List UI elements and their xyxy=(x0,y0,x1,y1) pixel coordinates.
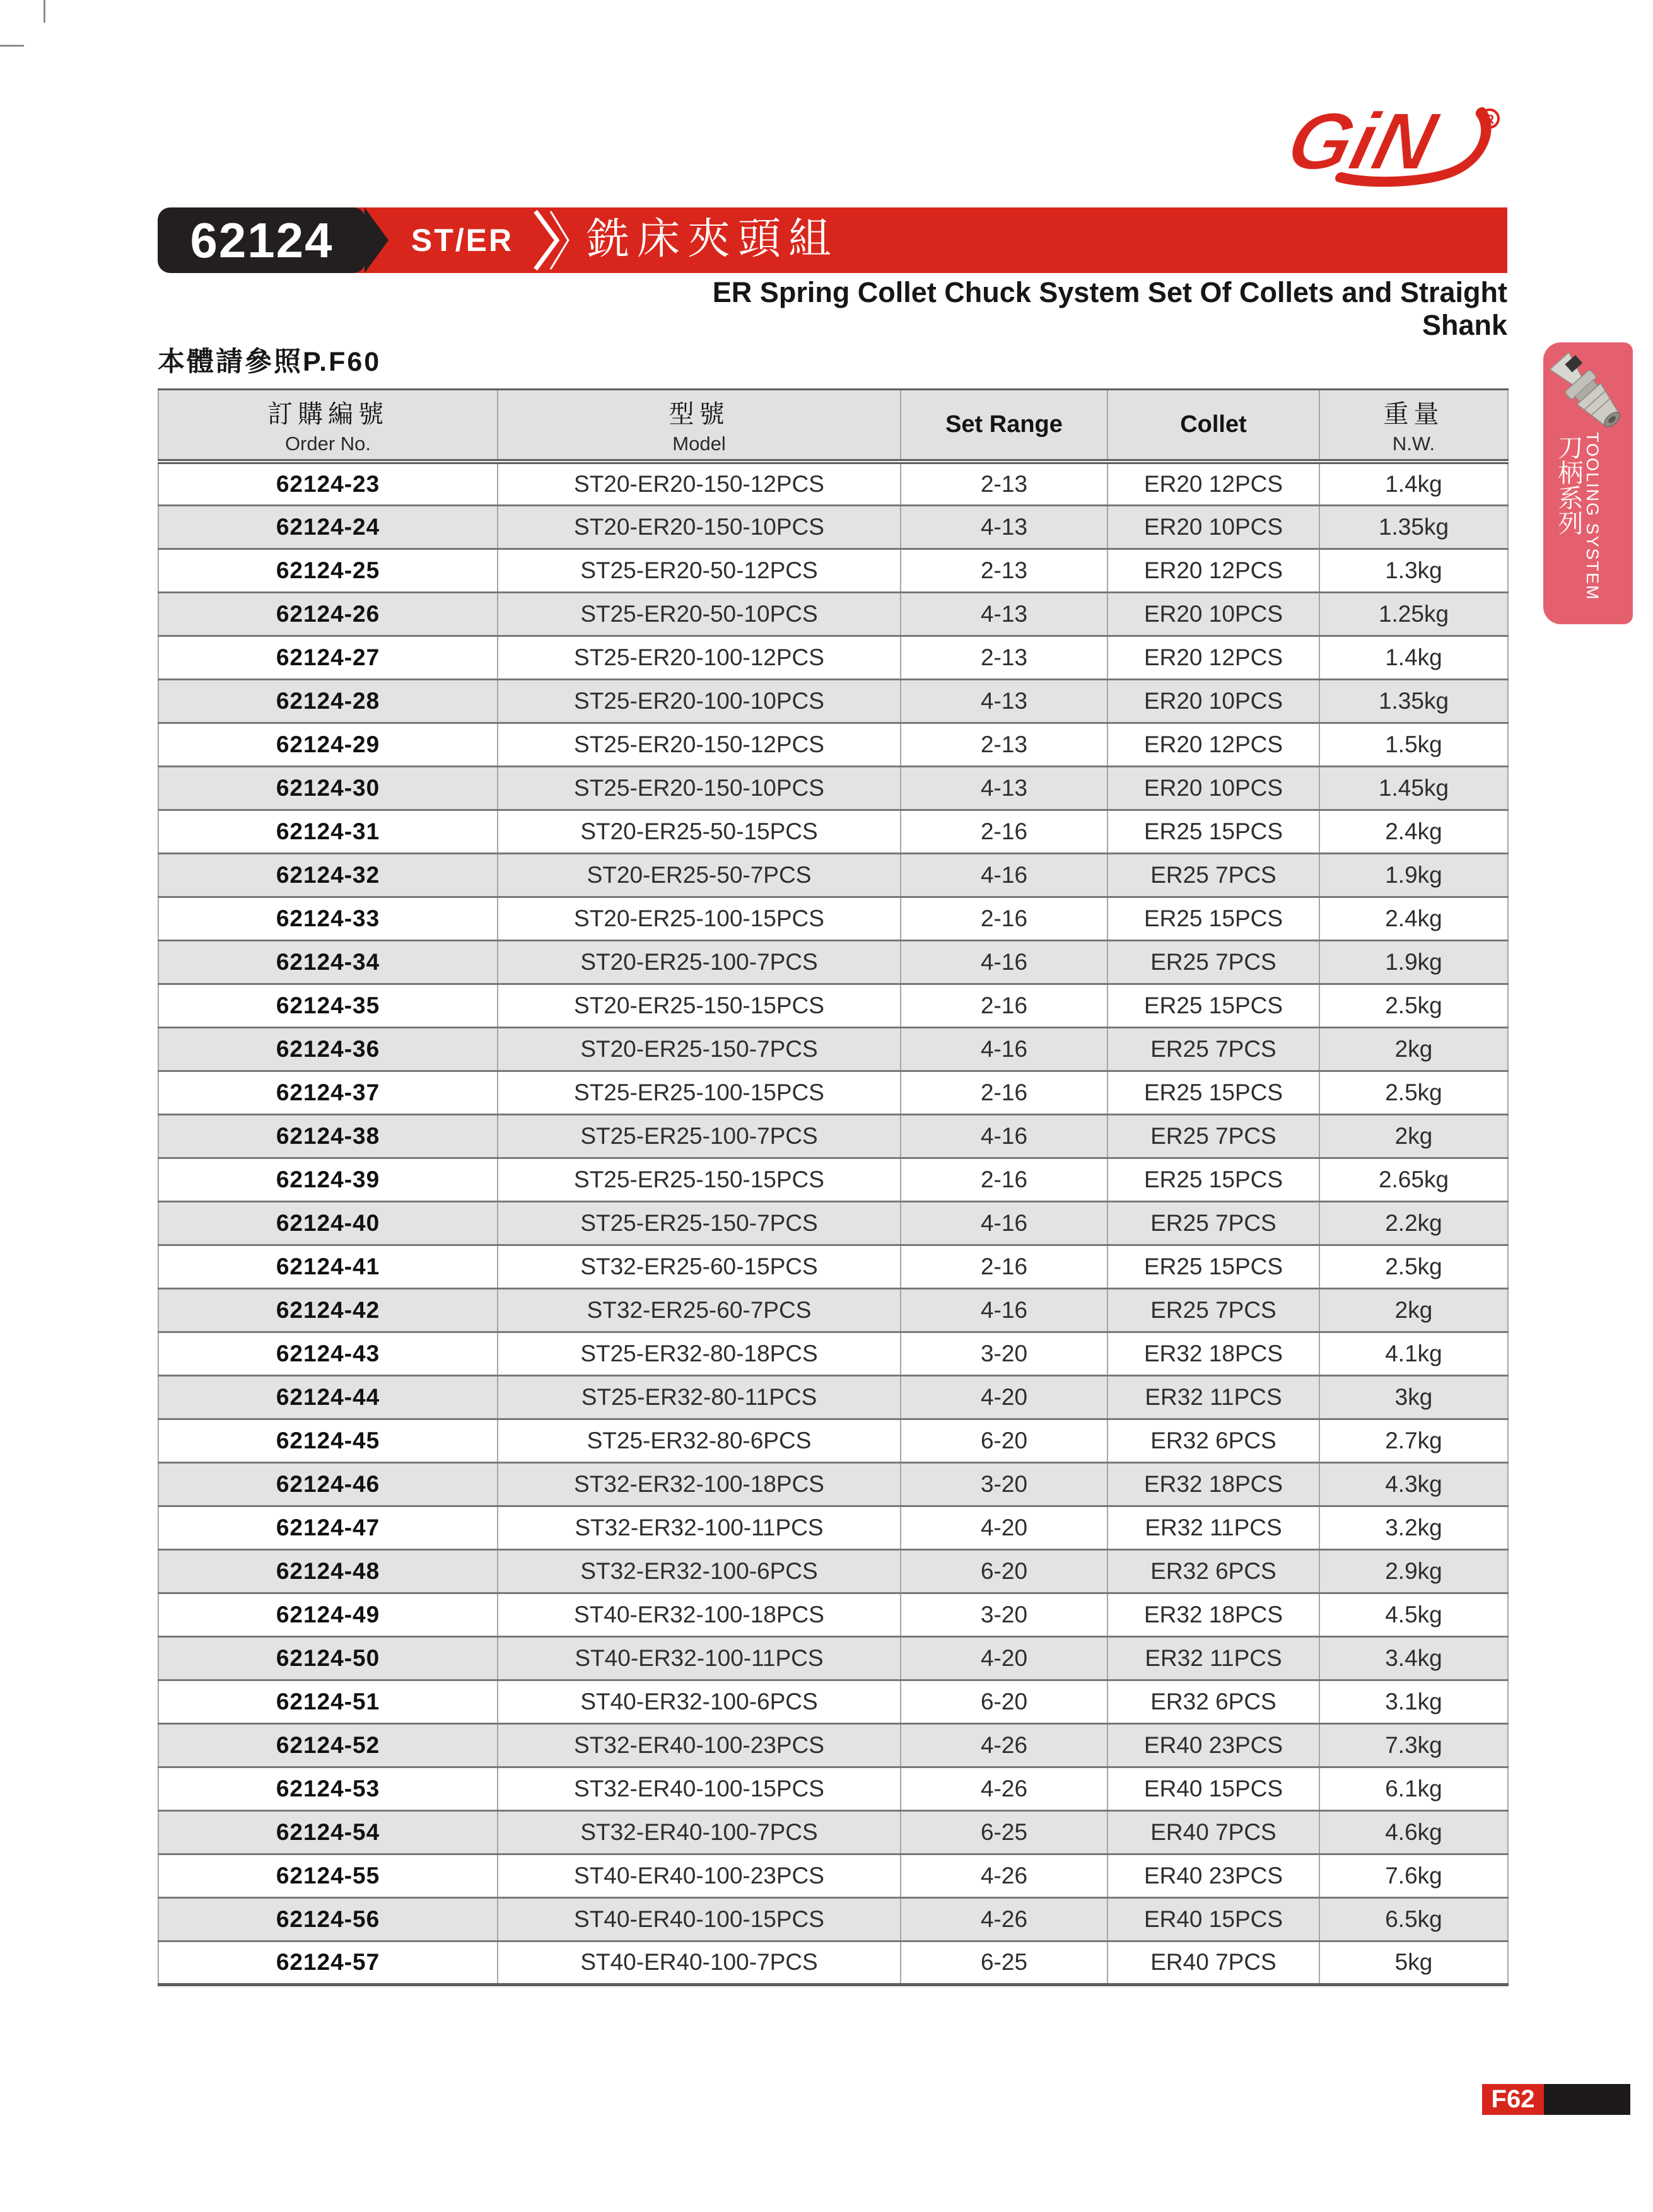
table-cell: ER25 15PCS xyxy=(1107,1245,1319,1288)
table-row xyxy=(158,853,1508,897)
column-label: Order No. xyxy=(284,433,371,455)
table-cell: ST20-ER25-50-7PCS xyxy=(498,853,901,897)
table-cell: 62124-46 xyxy=(158,1462,498,1506)
table-cell: ER40 23PCS xyxy=(1107,1723,1319,1767)
table-cell: 62124-28 xyxy=(158,679,498,723)
table-cell: ST20-ER25-100-7PCS xyxy=(498,940,901,984)
logo-text: GiN xyxy=(1278,95,1446,187)
table-cell: 4-16 xyxy=(901,1027,1107,1071)
table-cell: 4-13 xyxy=(901,679,1107,723)
table-cell: 3.2kg xyxy=(1319,1506,1508,1549)
table-cell: 2kg xyxy=(1319,1288,1508,1332)
table-cell: 3-20 xyxy=(901,1593,1107,1636)
table-cell: 2.4kg xyxy=(1319,897,1508,940)
table-cell: ST25-ER20-150-10PCS xyxy=(498,766,901,810)
table-cell: 62124-38 xyxy=(158,1114,498,1158)
table-cell: ST25-ER25-100-7PCS xyxy=(498,1114,901,1158)
table-cell: ER20 12PCS xyxy=(1107,462,1319,505)
series-label: ST/ER xyxy=(411,223,514,258)
table-cell: ST32-ER40-100-15PCS xyxy=(498,1767,901,1810)
table-row xyxy=(158,1201,1508,1245)
table-cell: ER20 10PCS xyxy=(1107,505,1319,549)
table-cell: ER25 7PCS xyxy=(1107,853,1319,897)
table-cell: ER25 7PCS xyxy=(1107,1027,1319,1071)
table-cell: ST25-ER25-150-7PCS xyxy=(498,1201,901,1245)
table-row xyxy=(158,1462,1508,1506)
table-cell: 1.45kg xyxy=(1319,766,1508,810)
table-row xyxy=(158,984,1508,1027)
table-cell: 4-16 xyxy=(901,940,1107,984)
table-header-cell xyxy=(498,390,901,462)
table-cell: 1.9kg xyxy=(1319,940,1508,984)
table-cell: 62124-27 xyxy=(158,636,498,679)
table-cell: ER40 7PCS xyxy=(1107,1810,1319,1854)
table-cell: 4-16 xyxy=(901,1114,1107,1158)
table-cell: 3.1kg xyxy=(1319,1680,1508,1723)
table-cell: 62124-56 xyxy=(158,1897,498,1941)
table-cell: 2-13 xyxy=(901,549,1107,592)
table-cell: 62124-36 xyxy=(158,1027,498,1071)
table-cell: 3.4kg xyxy=(1319,1636,1508,1680)
table-cell: 1.4kg xyxy=(1319,462,1508,505)
table-cell: 4-16 xyxy=(901,1288,1107,1332)
table-cell: ER25 7PCS xyxy=(1107,940,1319,984)
table-row xyxy=(158,549,1508,592)
table-cell: 2.5kg xyxy=(1319,984,1508,1027)
table-cell: ST25-ER25-150-15PCS xyxy=(498,1158,901,1201)
table-cell: ST40-ER40-100-23PCS xyxy=(498,1854,901,1897)
crop-mark-horizontal xyxy=(0,45,24,47)
table-cell: 62124-32 xyxy=(158,853,498,897)
table-cell: ST40-ER40-100-7PCS xyxy=(498,1941,901,1984)
table-cell: 2.2kg xyxy=(1319,1201,1508,1245)
table-cell: ER32 11PCS xyxy=(1107,1636,1319,1680)
table-cell: ST40-ER32-100-6PCS xyxy=(498,1680,901,1723)
table-cell: ST25-ER32-80-18PCS xyxy=(498,1332,901,1375)
table-cell: 62124-24 xyxy=(158,505,498,549)
table-cell: ST20-ER20-150-10PCS xyxy=(498,505,901,549)
sidebar-title-en: TOOLING SYSTEM xyxy=(1583,432,1602,601)
table-row xyxy=(158,636,1508,679)
table-cell: 3kg xyxy=(1319,1375,1508,1419)
page-number-extension xyxy=(1544,2084,1630,2115)
product-code: 62124 xyxy=(190,212,334,268)
page-subtitle-en: ER Spring Collet Chuck System Set Of Collets and Straight Shank xyxy=(712,276,1507,341)
table-cell: ST32-ER40-100-7PCS xyxy=(498,1810,901,1854)
table-cell: 62124-45 xyxy=(158,1419,498,1462)
table-cell: 2-16 xyxy=(901,1158,1107,1201)
svg-text:R: R xyxy=(1485,113,1495,127)
table-row xyxy=(158,679,1508,723)
table-cell: ER32 18PCS xyxy=(1107,1332,1319,1375)
table-cell: 4-16 xyxy=(901,853,1107,897)
table-cell: 2.5kg xyxy=(1319,1071,1508,1114)
page-title-zh: 銑床夾頭組 xyxy=(587,215,839,263)
table-cell: 62124-57 xyxy=(158,1941,498,1984)
table-cell: 2.9kg xyxy=(1319,1549,1508,1593)
table-cell: ER25 15PCS xyxy=(1107,1158,1319,1201)
table-cell: 6-25 xyxy=(901,1941,1107,1984)
table-cell: ST25-ER20-100-10PCS xyxy=(498,679,901,723)
table-row xyxy=(158,1375,1508,1419)
table-cell: 2.7kg xyxy=(1319,1419,1508,1462)
table-cell: 62124-30 xyxy=(158,766,498,810)
table-cell: 7.6kg xyxy=(1319,1854,1508,1897)
column-label: Collet xyxy=(1180,411,1247,438)
table-cell: 4.1kg xyxy=(1319,1332,1508,1375)
table-cell: ST25-ER32-80-11PCS xyxy=(498,1375,901,1419)
table-cell: 6.5kg xyxy=(1319,1897,1508,1941)
table-cell: ER25 7PCS xyxy=(1107,1114,1319,1158)
table-cell: ST25-ER32-80-6PCS xyxy=(498,1419,901,1462)
product-table-wrap xyxy=(158,388,1507,1986)
table-cell: ST32-ER25-60-7PCS xyxy=(498,1288,901,1332)
table-cell: 6-20 xyxy=(901,1419,1107,1462)
table-cell: ER40 7PCS xyxy=(1107,1941,1319,1984)
table-cell: 62124-23 xyxy=(158,462,498,505)
table-cell: 4-20 xyxy=(901,1636,1107,1680)
table-cell: 62124-53 xyxy=(158,1767,498,1810)
table-cell: ST25-ER25-100-15PCS xyxy=(498,1071,901,1114)
table-cell: 62124-33 xyxy=(158,897,498,940)
table-row xyxy=(158,766,1508,810)
table-cell: ER25 7PCS xyxy=(1107,1288,1319,1332)
table-cell: 4-26 xyxy=(901,1897,1107,1941)
table-cell: 62124-49 xyxy=(158,1593,498,1636)
table-cell: ER25 7PCS xyxy=(1107,1201,1319,1245)
table-cell: 4-13 xyxy=(901,766,1107,810)
table-cell: 6-25 xyxy=(901,1810,1107,1854)
table-cell: ER40 15PCS xyxy=(1107,1897,1319,1941)
column-label: 訂購編號 xyxy=(267,400,388,428)
table-row xyxy=(158,1941,1508,1984)
table-cell: ST32-ER40-100-23PCS xyxy=(498,1723,901,1767)
table-row xyxy=(158,1810,1508,1854)
table-cell: ST25-ER20-100-12PCS xyxy=(498,636,901,679)
table-cell: 2kg xyxy=(1319,1027,1508,1071)
table-body xyxy=(158,462,1508,1984)
table-cell: 1.35kg xyxy=(1319,679,1508,723)
table-row xyxy=(158,723,1508,766)
table-cell: ST40-ER40-100-15PCS xyxy=(498,1897,901,1941)
table-cell: 4-20 xyxy=(901,1506,1107,1549)
chevron-separator-icon xyxy=(532,209,571,271)
tool-holder-image xyxy=(1548,349,1628,437)
page-number-badge: F62 xyxy=(1482,2084,1544,2115)
table-cell: 4.3kg xyxy=(1319,1462,1508,1506)
table-cell: 6-20 xyxy=(901,1680,1107,1723)
reference-note: 本體請參照P.F60 xyxy=(158,347,382,377)
table-row xyxy=(158,940,1508,984)
table-cell: 4-16 xyxy=(901,1201,1107,1245)
column-label: 型號 xyxy=(669,400,730,428)
table-row xyxy=(158,1245,1508,1288)
table-cell: 2-16 xyxy=(901,810,1107,853)
table-row xyxy=(158,1897,1508,1941)
table-cell: ST40-ER32-100-18PCS xyxy=(498,1593,901,1636)
table-cell: 62124-43 xyxy=(158,1332,498,1375)
table-cell: 5kg xyxy=(1319,1941,1508,1984)
table-row xyxy=(158,1680,1508,1723)
table-cell: ST25-ER20-50-10PCS xyxy=(498,592,901,636)
table-cell: ER40 23PCS xyxy=(1107,1854,1319,1897)
table-cell: 62124-34 xyxy=(158,940,498,984)
table-cell: 1.5kg xyxy=(1319,723,1508,766)
table-cell: 62124-48 xyxy=(158,1549,498,1593)
table-cell: 62124-31 xyxy=(158,810,498,853)
table-cell: ST32-ER32-100-18PCS xyxy=(498,1462,901,1506)
table-cell: ST32-ER25-60-15PCS xyxy=(498,1245,901,1288)
table-row xyxy=(158,1288,1508,1332)
table-cell: 2-13 xyxy=(901,462,1107,505)
product-code-badge xyxy=(158,207,366,273)
column-label: Set Range xyxy=(945,411,1063,438)
table-cell: 1.35kg xyxy=(1319,505,1508,549)
table-cell: ST25-ER20-50-12PCS xyxy=(498,549,901,592)
table-cell: ER32 18PCS xyxy=(1107,1593,1319,1636)
table-cell: 4-26 xyxy=(901,1767,1107,1810)
table-row xyxy=(158,1506,1508,1549)
table-cell: ER20 10PCS xyxy=(1107,766,1319,810)
table-cell: ER25 15PCS xyxy=(1107,984,1319,1027)
table-row xyxy=(158,1549,1508,1593)
table-cell: ER32 18PCS xyxy=(1107,1462,1319,1506)
table-cell: 62124-29 xyxy=(158,723,498,766)
table-cell: 6.1kg xyxy=(1319,1767,1508,1810)
table-cell: ER20 10PCS xyxy=(1107,592,1319,636)
column-label: Model xyxy=(672,433,726,455)
sidebar-tab-tooling-system xyxy=(1543,342,1633,624)
table-cell: 1.9kg xyxy=(1319,853,1508,897)
sidebar-title-zh: 刀柄系列 xyxy=(1555,434,1582,535)
table-cell: 62124-40 xyxy=(158,1201,498,1245)
table-cell: 1.25kg xyxy=(1319,592,1508,636)
table-cell: 3-20 xyxy=(901,1462,1107,1506)
table-row xyxy=(158,1723,1508,1767)
table-cell: ER25 15PCS xyxy=(1107,897,1319,940)
table-row xyxy=(158,505,1508,549)
table-cell: 62124-25 xyxy=(158,549,498,592)
table-row xyxy=(158,1767,1508,1810)
table-cell: ER20 12PCS xyxy=(1107,549,1319,592)
table-row xyxy=(158,1027,1508,1071)
table-cell: 62124-55 xyxy=(158,1854,498,1897)
table-cell: 4.5kg xyxy=(1319,1593,1508,1636)
table-cell: 6-20 xyxy=(901,1549,1107,1593)
table-cell: 62124-35 xyxy=(158,984,498,1027)
table-cell: 62124-39 xyxy=(158,1158,498,1201)
table-cell: 62124-47 xyxy=(158,1506,498,1549)
table-cell: 1.3kg xyxy=(1319,549,1508,592)
table-cell: 2.65kg xyxy=(1319,1158,1508,1201)
table-row xyxy=(158,1332,1508,1375)
table-cell: 62124-54 xyxy=(158,1810,498,1854)
table-cell: 4.6kg xyxy=(1319,1810,1508,1854)
table-cell: ER32 6PCS xyxy=(1107,1419,1319,1462)
table-row xyxy=(158,592,1508,636)
table-cell: ER20 12PCS xyxy=(1107,723,1319,766)
table-cell: ER20 12PCS xyxy=(1107,636,1319,679)
table-cell: ER32 11PCS xyxy=(1107,1506,1319,1549)
table-cell: ST20-ER25-50-15PCS xyxy=(498,810,901,853)
table-cell: 62124-50 xyxy=(158,1636,498,1680)
table-cell: 2-13 xyxy=(901,636,1107,679)
table-cell: ST25-ER20-150-12PCS xyxy=(498,723,901,766)
table-row xyxy=(158,1636,1508,1680)
table-cell: 62124-52 xyxy=(158,1723,498,1767)
table-cell: ST20-ER25-150-15PCS xyxy=(498,984,901,1027)
table-header-cell xyxy=(1319,390,1508,462)
table-row xyxy=(158,1854,1508,1897)
table-cell: ER32 6PCS xyxy=(1107,1680,1319,1723)
table-cell: 4-26 xyxy=(901,1723,1107,1767)
table-cell: ST20-ER25-100-15PCS xyxy=(498,897,901,940)
table-cell: 62124-37 xyxy=(158,1071,498,1114)
table-header-cell xyxy=(158,390,498,462)
column-label: N.W. xyxy=(1392,433,1435,455)
table-row xyxy=(158,1071,1508,1114)
table-cell: 2-13 xyxy=(901,723,1107,766)
table-cell: ER32 6PCS xyxy=(1107,1549,1319,1593)
table-row xyxy=(158,1593,1508,1636)
table-cell: 4-13 xyxy=(901,592,1107,636)
table-cell: ER25 15PCS xyxy=(1107,810,1319,853)
table-row xyxy=(158,1419,1508,1462)
table-cell: 2.4kg xyxy=(1319,810,1508,853)
table-cell: 2-16 xyxy=(901,984,1107,1027)
table-cell: 3-20 xyxy=(901,1332,1107,1375)
table-cell: 2-16 xyxy=(901,1245,1107,1288)
table-header-row xyxy=(158,390,1508,462)
brand-logo xyxy=(1261,95,1507,192)
product-table xyxy=(158,388,1509,1986)
table-cell: 62124-42 xyxy=(158,1288,498,1332)
table-row xyxy=(158,897,1508,940)
table-cell: 7.3kg xyxy=(1319,1723,1508,1767)
table-cell: 4-13 xyxy=(901,505,1107,549)
table-cell: ST32-ER32-100-6PCS xyxy=(498,1549,901,1593)
table-cell: 2.5kg xyxy=(1319,1245,1508,1288)
table-cell: 62124-26 xyxy=(158,592,498,636)
table-cell: 2-16 xyxy=(901,1071,1107,1114)
table-cell: ER32 11PCS xyxy=(1107,1375,1319,1419)
table-cell: ER20 10PCS xyxy=(1107,679,1319,723)
table-cell: ER40 15PCS xyxy=(1107,1767,1319,1810)
table-row xyxy=(158,462,1508,505)
table-cell: 2-16 xyxy=(901,897,1107,940)
table-cell: 62124-51 xyxy=(158,1680,498,1723)
table-cell: 2kg xyxy=(1319,1114,1508,1158)
table-cell: ST20-ER25-150-7PCS xyxy=(498,1027,901,1071)
table-cell: 1.4kg xyxy=(1319,636,1508,679)
table-row xyxy=(158,1158,1508,1201)
table-cell: ER25 15PCS xyxy=(1107,1071,1319,1114)
crop-mark-vertical xyxy=(44,0,45,23)
table-cell: ST32-ER32-100-11PCS xyxy=(498,1506,901,1549)
table-cell: 4-26 xyxy=(901,1854,1107,1897)
table-header-cell xyxy=(1107,390,1319,462)
column-label: 重量 xyxy=(1383,400,1444,428)
table-row xyxy=(158,1114,1508,1158)
table-cell: 62124-44 xyxy=(158,1375,498,1419)
table-cell: ST20-ER20-150-12PCS xyxy=(498,462,901,505)
table-cell: 4-20 xyxy=(901,1375,1107,1419)
table-cell: ST40-ER32-100-11PCS xyxy=(498,1636,901,1680)
table-row xyxy=(158,810,1508,853)
table-cell: 62124-41 xyxy=(158,1245,498,1288)
table-header-cell xyxy=(901,390,1107,462)
